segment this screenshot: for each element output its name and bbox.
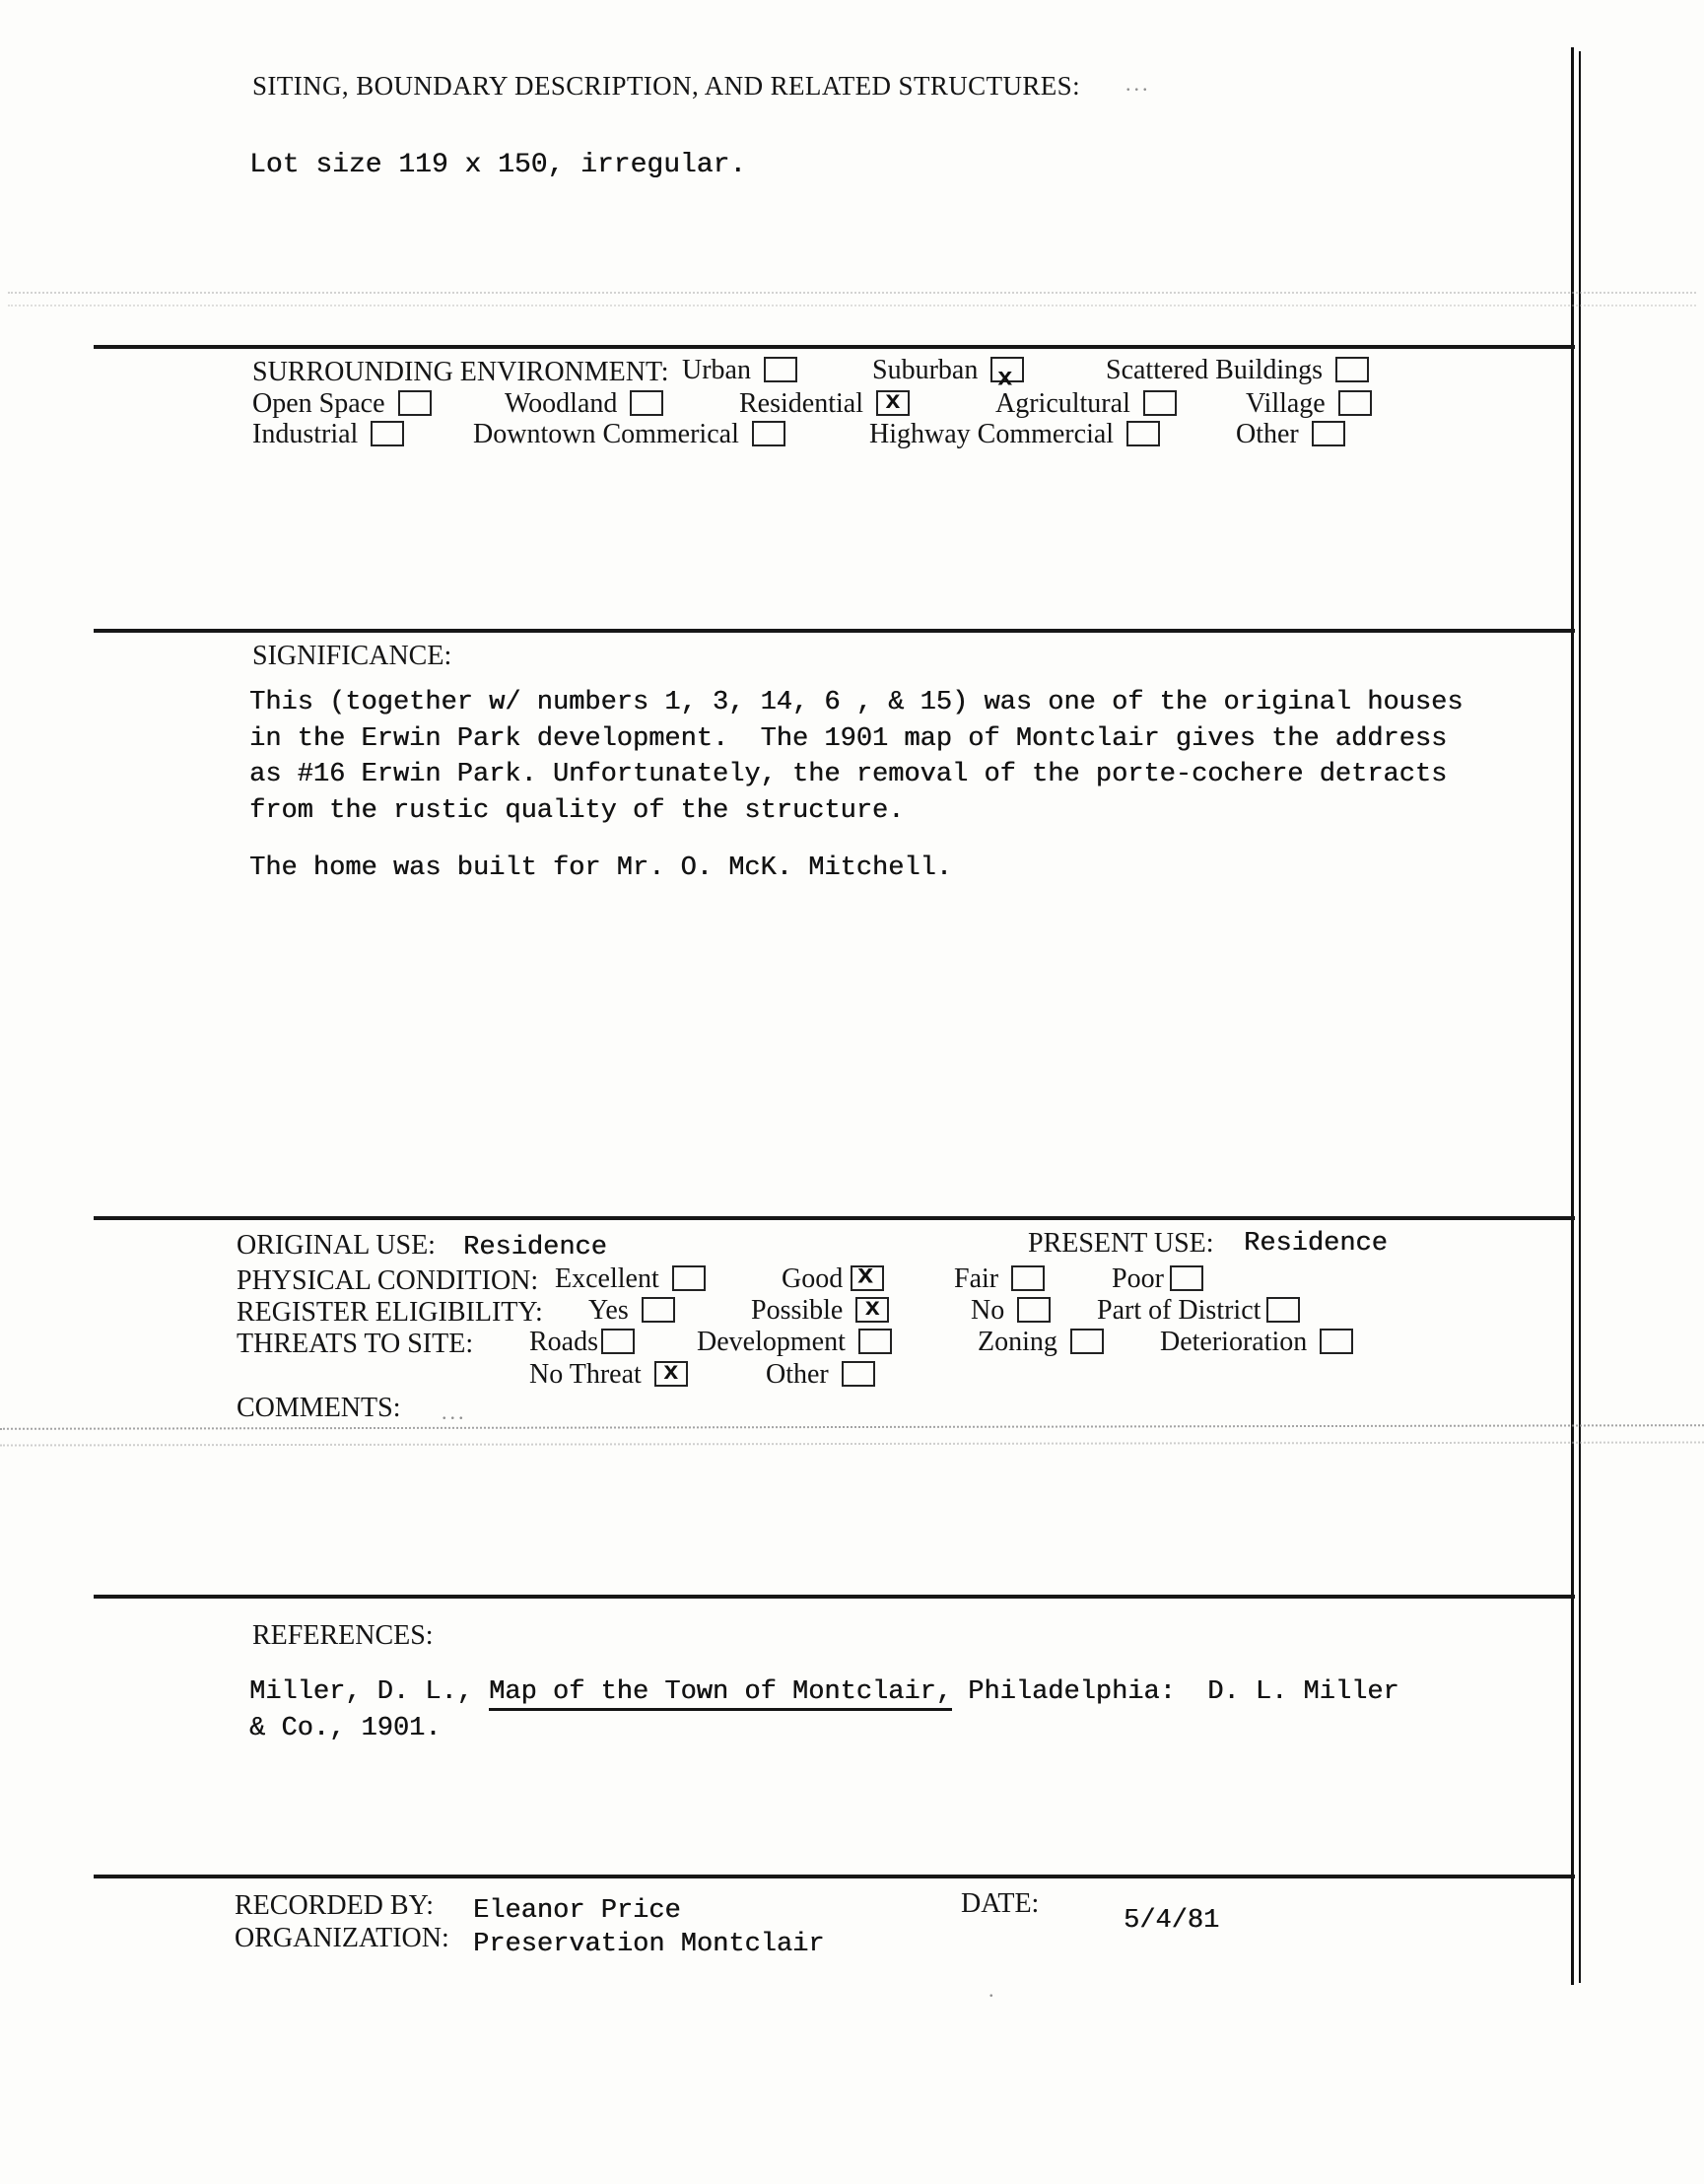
checkbox-label: Roads	[529, 1327, 598, 1357]
checkbox-label: Development	[697, 1327, 846, 1357]
checkbox-box[interactable]	[1312, 421, 1345, 446]
checkbox-label: Fair	[954, 1263, 999, 1294]
checkbox-part-of-district[interactable]	[1097, 1295, 1300, 1327]
date-value: 5/4/81	[1124, 1906, 1220, 1936]
checkbox-box[interactable]	[855, 1293, 889, 1324]
checkbox-box[interactable]	[1335, 357, 1369, 382]
scan-noise-line	[8, 305, 1696, 307]
checkbox-label: Zoning	[978, 1327, 1057, 1357]
checkbox-box[interactable]	[371, 421, 404, 446]
references-label: REFERENCES:	[252, 1620, 434, 1651]
checkbox-threat-other[interactable]	[766, 1359, 875, 1391]
checkbox-x-mark: x	[997, 363, 1013, 393]
checkbox-village[interactable]	[1246, 388, 1372, 420]
checkbox-excellent[interactable]	[555, 1263, 706, 1295]
checkbox-box[interactable]	[990, 357, 1024, 393]
checkbox-box[interactable]	[1143, 390, 1177, 416]
section-rule	[94, 1216, 1575, 1220]
organization-value: Preservation Montclair	[473, 1930, 825, 1959]
checkbox-box[interactable]	[1011, 1265, 1045, 1291]
significance-paragraph2: The home was built for Mr. O. McK. Mitchell.	[249, 853, 952, 883]
checkbox-box[interactable]	[842, 1361, 875, 1387]
page-title: SITING, BOUNDARY DESCRIPTION, AND RELATED STRUCTURES:	[252, 71, 1080, 101]
section-rule	[94, 1595, 1575, 1599]
checkbox-box[interactable]	[1070, 1329, 1104, 1354]
checkbox-box[interactable]	[851, 1261, 884, 1292]
vertical-rule-inner	[1579, 51, 1581, 1983]
scan-speck: ...	[442, 1399, 467, 1424]
checkbox-x-mark: x	[885, 386, 901, 417]
checkbox-box[interactable]	[1170, 1265, 1203, 1291]
checkbox-roads[interactable]	[529, 1327, 635, 1358]
checkbox-x-mark: x	[864, 1293, 881, 1324]
scan-noise-line	[8, 292, 1696, 294]
scan-speck: .	[988, 1977, 997, 2002]
checkbox-possible[interactable]	[751, 1295, 889, 1327]
checkbox-label: Other	[766, 1359, 829, 1390]
present-use-label: PRESENT USE:	[1028, 1228, 1214, 1259]
checkbox-box[interactable]	[672, 1265, 706, 1291]
checkbox-industrial[interactable]	[252, 419, 404, 450]
checkbox-box[interactable]	[1126, 421, 1160, 446]
surrounding-environment-label: SURROUNDING ENVIRONMENT:	[252, 357, 669, 387]
checkbox-label: Residential	[739, 388, 863, 419]
lot-size-text: Lot size 119 x 150, irregular.	[249, 150, 747, 180]
checkbox-good[interactable]	[782, 1263, 884, 1295]
significance-line: in the Erwin Park development. The 1901 map of Montclair gives the address	[249, 724, 1448, 754]
checkbox-open-space[interactable]	[252, 388, 432, 420]
section-rule	[94, 629, 1575, 633]
checkbox-development[interactable]	[697, 1327, 892, 1358]
checkbox-label: Scattered Buildings	[1106, 355, 1324, 385]
checkbox-label: Agricultural	[995, 388, 1130, 419]
checkbox-highway-commercial[interactable]	[869, 419, 1160, 450]
section-rule	[94, 345, 1575, 349]
checkbox-poor[interactable]	[1112, 1263, 1203, 1295]
register-eligibility-label: REGISTER ELIGIBILITY:	[237, 1297, 543, 1328]
checkbox-woodland[interactable]	[505, 388, 663, 420]
comments-label: COMMENTS:	[237, 1393, 401, 1423]
significance-line: as #16 Erwin Park. Unfortunately, the removal of the porte-cochere detracts	[249, 760, 1448, 789]
checkbox-label: Deterioration	[1160, 1327, 1308, 1357]
checkbox-suburban[interactable]	[872, 355, 1024, 393]
checkbox-box[interactable]	[398, 390, 432, 416]
checkbox-label: Yes	[588, 1295, 629, 1326]
checkbox-box[interactable]	[876, 386, 910, 417]
checkbox-deterioration[interactable]	[1160, 1327, 1353, 1358]
checkbox-label: Possible	[751, 1295, 844, 1326]
recorded-by-label: RECORDED BY:	[235, 1890, 435, 1921]
section-rule	[94, 1875, 1575, 1878]
checkbox-downtown-commerical[interactable]	[473, 419, 785, 450]
checkbox-scattered-buildings[interactable]	[1106, 355, 1369, 386]
checkbox-x-mark: x	[662, 1357, 679, 1388]
checkbox-box[interactable]	[1320, 1329, 1353, 1354]
checkbox-zoning[interactable]	[978, 1327, 1104, 1358]
checkbox-label: Open Space	[252, 388, 385, 419]
checkbox-label: Poor	[1112, 1263, 1164, 1294]
checkbox-box[interactable]	[601, 1329, 635, 1354]
organization-label: ORGANIZATION:	[235, 1923, 449, 1953]
scan-noise-line	[0, 1424, 1704, 1430]
checkbox-label: Downtown Commerical	[473, 419, 739, 449]
checkbox-box[interactable]	[858, 1329, 892, 1354]
date-label: DATE:	[961, 1888, 1040, 1919]
checkbox-x-mark: x	[856, 1261, 874, 1292]
scan-noise-line	[0, 1441, 1704, 1446]
scan-speck: ...	[1125, 71, 1151, 96]
checkbox-label: Village	[1246, 388, 1326, 419]
checkbox-label: Industrial	[252, 419, 359, 449]
checkbox-label: Suburban	[872, 355, 979, 385]
physical-condition-label: PHYSICAL CONDITION:	[237, 1265, 539, 1296]
checkbox-label: Excellent	[555, 1263, 659, 1294]
significance-label: SIGNIFICANCE:	[252, 641, 452, 671]
vertical-rule-outer	[1571, 47, 1574, 1985]
recorded-by-value: Eleanor Price	[473, 1896, 681, 1926]
checkbox-residential[interactable]	[739, 388, 910, 420]
citation-title-underlined: Map of the Town of Montclair,	[489, 1677, 952, 1711]
citation-prefix: Miller, D. L.,	[249, 1677, 490, 1707]
significance-line: This (together w/ numbers 1, 3, 14, 6 , & 15) was one of the original houses	[249, 688, 1464, 717]
significance-line: from the rustic quality of the structure.	[249, 796, 905, 826]
checkbox-label: Woodland	[505, 388, 618, 419]
checkbox-no-threat[interactable]	[529, 1359, 688, 1391]
checkbox-label: No	[971, 1295, 1005, 1326]
reference-citation-line2: & Co., 1901.	[249, 1714, 442, 1743]
checkbox-box[interactable]	[642, 1297, 675, 1323]
checkbox-box[interactable]	[630, 390, 663, 416]
checkbox-label: Part of District	[1097, 1295, 1261, 1326]
checkbox-label: Urban	[682, 355, 751, 385]
checkbox-label: Good	[782, 1263, 844, 1294]
checkbox-urban[interactable]	[682, 355, 797, 386]
checkbox-no[interactable]	[971, 1295, 1051, 1327]
checkbox-box[interactable]	[752, 421, 785, 446]
checkbox-label: Other	[1236, 419, 1299, 449]
checkbox-box[interactable]	[764, 357, 797, 382]
present-use-value: Residence	[1244, 1229, 1388, 1259]
citation-suffix: Philadelphia: D. L. Miller	[951, 1677, 1399, 1707]
checkbox-box[interactable]	[1017, 1297, 1051, 1323]
checkbox-agricultural[interactable]	[995, 388, 1177, 420]
checkbox-environment-other[interactable]	[1236, 419, 1345, 450]
checkbox-box[interactable]	[1266, 1297, 1300, 1323]
original-use-label: ORIGINAL USE:	[237, 1230, 436, 1261]
checkbox-box[interactable]	[654, 1357, 688, 1388]
checkbox-label: Highway Commercial	[869, 419, 1115, 449]
original-use-value: Residence	[463, 1233, 607, 1263]
checkbox-box[interactable]	[1338, 390, 1372, 416]
checkbox-label: No Threat	[529, 1359, 642, 1390]
checkbox-yes[interactable]	[588, 1295, 675, 1327]
reference-citation	[249, 1677, 1399, 1707]
checkbox-fair[interactable]	[954, 1263, 1045, 1295]
threats-to-site-label: THREATS TO SITE:	[237, 1329, 474, 1359]
